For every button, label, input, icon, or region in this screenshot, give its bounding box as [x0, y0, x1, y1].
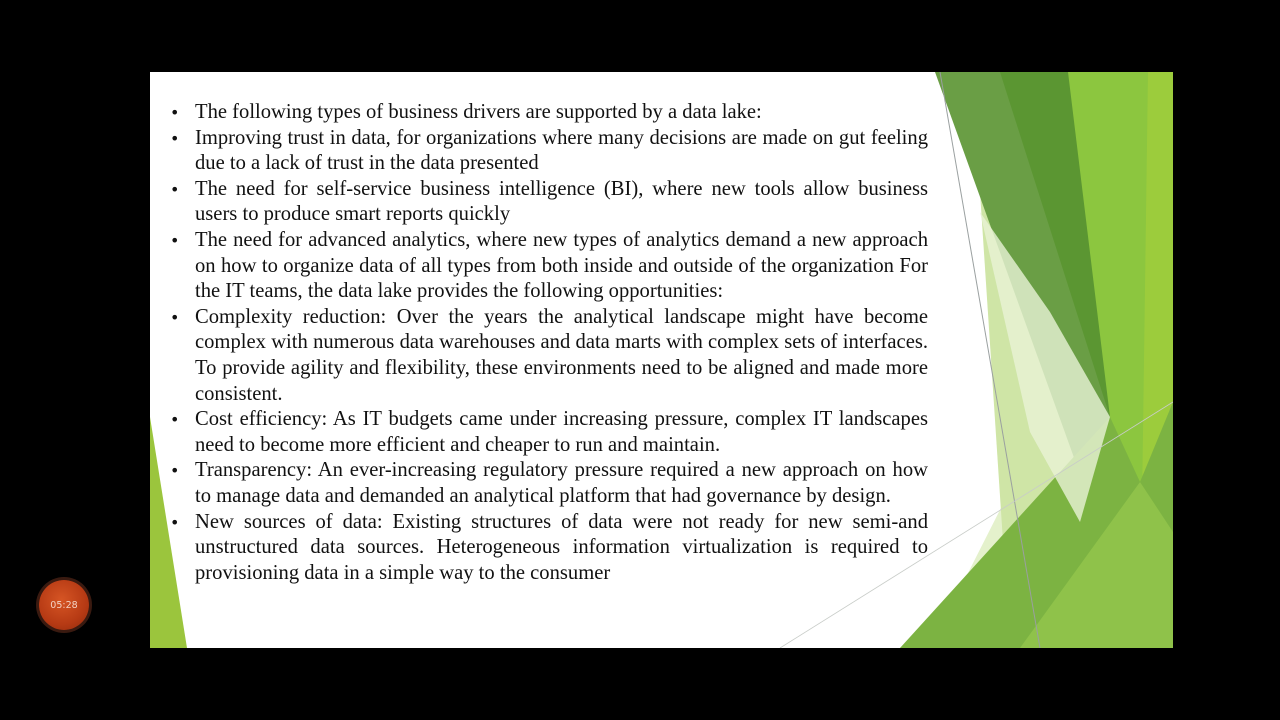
bullet-list	[170, 100, 928, 586]
bullet-item: • Cost efficiency: As IT budgets came under increasing pressure, complex IT landscapes need to become more efficient and cheaper to run and maintain.	[170, 407, 928, 458]
bullet-item: • Complexity reduction: Over the years the analytical landscape might have become complex with numerous data warehouses and data marts with complex sets of interfaces. To provide agility and flexibility, these environments need to be aligned and made more consistent.	[170, 305, 928, 407]
bullet-item: • New sources of data: Existing structures of data were not ready for new semi-and unstructured data sources. Heterogeneous information virtualization is required to provisioning data in a simple way to the consumer	[170, 510, 928, 587]
presentation-slide	[150, 72, 1173, 648]
bullet-item: • Improving trust in data, for organizations where many decisions are made on gut feeling due to a lack of trust in the data presented	[170, 126, 928, 177]
recording-timer-button[interactable]	[39, 580, 89, 630]
bullet-item: • The following types of business drivers are supported by a data lake:	[170, 100, 928, 126]
bullet-item: • Transparency: An ever-increasing regulatory pressure required a new approach on how to manage data and demanded an analytical platform that had governance by design.	[170, 458, 928, 509]
timer-label: 05:28	[50, 599, 78, 611]
bullet-item: • The need for advanced analytics, where new types of analytics demand a new approach on how to organize data of all types from both inside and outside of the organization For the IT teams, the data lake provides the following opportunities:	[170, 228, 928, 305]
bullet-item: • The need for self-service business intelligence (BI), where new tools allow business users to produce smart reports quickly	[170, 177, 928, 228]
